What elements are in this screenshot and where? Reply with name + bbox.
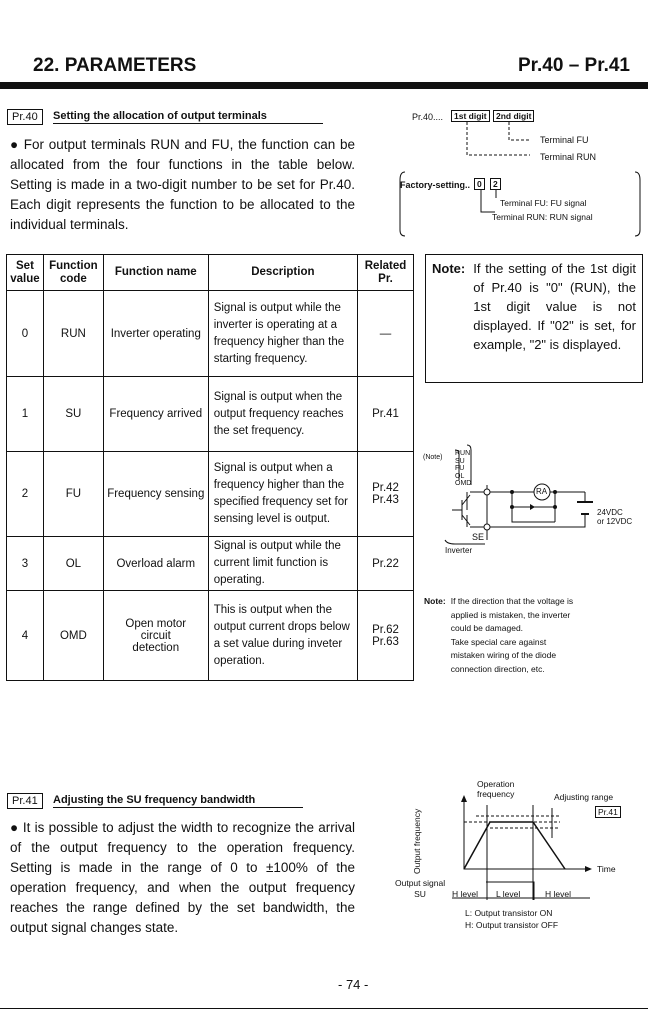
digit-1st: 1st digit	[451, 110, 490, 122]
cell: Open motor circuit detection	[103, 591, 208, 681]
adjusting-range: Adjusting range	[554, 792, 614, 802]
factory-setting: Factory-setting..	[400, 180, 471, 190]
factory-digit-1: 0	[474, 178, 485, 190]
pr41-heading: Adjusting the SU frequency bandwidth	[53, 794, 303, 808]
factory-digit-2: 2	[490, 178, 501, 190]
page-number: - 74 -	[338, 977, 369, 992]
fu-signal: Terminal FU: FU signal	[500, 198, 587, 208]
table-row	[7, 377, 414, 452]
function-table	[6, 254, 414, 681]
signal-run: RUN	[455, 450, 471, 457]
pr40-heading: Setting the allocation of output terminals	[53, 110, 323, 124]
cell: Signal is output when a frequency higher than the specified frequency set for sensing level is output.	[208, 452, 357, 537]
h-level-2: H level	[545, 889, 571, 899]
table-row	[7, 452, 414, 537]
table-row	[7, 537, 414, 591]
supply-12v: or 12VDC	[597, 517, 633, 526]
cell: 1	[7, 377, 44, 452]
inverter-label: Inverter	[445, 546, 473, 555]
l-level: L level	[496, 889, 521, 899]
digit-2nd: 2nd digit	[493, 110, 534, 122]
cell: 3	[7, 537, 44, 591]
cell: FU	[43, 452, 103, 537]
cell: Pr.22	[358, 537, 414, 591]
cell: Frequency sensing	[103, 452, 208, 537]
parameter-range: Pr.40 – Pr.41	[518, 55, 630, 76]
cell: Pr.41	[358, 377, 414, 452]
y-axis-label: Output frequency	[412, 808, 422, 874]
signal-fu: FU	[455, 465, 465, 472]
header-description: Description	[208, 255, 357, 291]
run-signal: Terminal RUN: RUN signal	[492, 212, 593, 222]
pr40-label: Pr.40	[7, 109, 43, 125]
su-label: SU	[414, 889, 426, 899]
header-function-code: Function code	[43, 255, 103, 291]
cell: OL	[43, 537, 103, 591]
pr41-body: ● It is possible to adjust the width to recognize the arrival of the output frequency to the operation frequency. Setting is made in the range of 0 to ±100% of the operation frequency, and when the output frequency reaches the range defined by the set bandwidth, the output signal changes state.	[10, 820, 355, 935]
cell: Frequency arrived	[103, 377, 208, 452]
cell: 2	[7, 452, 44, 537]
note2-label: Note:	[424, 596, 446, 606]
cell: Signal is output while the current limit function is operating.	[208, 537, 357, 591]
cell: —	[358, 291, 414, 377]
header-related-pr: Related Pr.	[358, 255, 414, 291]
note-label: Note:	[432, 261, 466, 276]
output-signal-label: Output signal	[395, 878, 446, 888]
terminal-se: SE	[472, 532, 485, 542]
note-text: If the setting of the 1st digit of Pr.40 is "0" (RUN), the 1st digit value is not displayed. If "02" is set, for example, "2" is displayed.	[473, 261, 636, 352]
circuit-lines	[415, 440, 645, 560]
cell: Pr.62 Pr.63	[358, 591, 414, 681]
note2-line: mistaken wiring of the diode	[450, 650, 557, 660]
signal-su: SU	[455, 457, 465, 465]
cell: Signal is output when the output frequency reaches the set frequency.	[208, 377, 357, 452]
cell: Overload alarm	[103, 537, 208, 591]
cell: OMD	[43, 591, 103, 681]
diagram-pr: Pr.40....	[412, 112, 444, 122]
cell: SU	[43, 377, 103, 452]
signal-omd: OMD	[455, 480, 472, 487]
table-row	[7, 591, 414, 681]
footer-rule	[0, 1008, 648, 1009]
pr40-body: ● For output terminals RUN and FU, the function can be allocated from the four functions in the table below. Setting is made in a two-digit number to be set for Pr.40. Each digit represents the function to be allocated to the individual terminals.	[10, 137, 355, 232]
cell: 0	[7, 291, 44, 377]
op-label-2: frequency	[477, 789, 515, 799]
supply-24v: 24VDC	[597, 508, 623, 517]
note2-line: Take special care against	[450, 636, 547, 647]
cell: Signal is output while the inverter is operating at a frequency higher than the starting frequency.	[208, 291, 357, 377]
header-function-name: Function name	[103, 255, 208, 291]
chart-pr41: Pr.41	[595, 806, 621, 818]
section-title: 22. PARAMETERS	[33, 55, 197, 76]
time-label: Time	[597, 864, 616, 874]
note2-line: connection direction, etc.	[450, 663, 545, 674]
table-row	[7, 291, 414, 377]
cell: Inverter operating	[103, 291, 208, 377]
header-set-value: Set value	[7, 255, 44, 291]
cell: 4	[7, 591, 44, 681]
signal-ol: OL	[455, 472, 465, 480]
relay-ra: RA	[536, 487, 548, 496]
note2-line: If the direction that the voltage is	[450, 596, 574, 606]
note-box	[425, 254, 643, 383]
legend-h: H: Output transistor OFF	[465, 920, 559, 930]
note2-line: applied is mistaken, the inverter	[450, 609, 571, 620]
cell: This is output when the output current drops below a set value during inveter operation.	[208, 591, 357, 681]
cell: Pr.42 Pr.43	[358, 452, 414, 537]
pr41-label: Pr.41	[7, 793, 43, 809]
cell: RUN	[43, 291, 103, 377]
legend-l: L: Output transistor ON	[465, 908, 553, 918]
wiring-note: (Note)	[423, 454, 443, 461]
note2	[424, 595, 573, 676]
terminal-fu: Terminal FU	[540, 135, 589, 145]
note2-line: could be damaged.	[450, 623, 524, 633]
h-level-1: H level	[452, 889, 478, 899]
terminal-run: Terminal RUN	[540, 152, 597, 162]
header-rule	[0, 82, 648, 89]
op-label-1: Operation	[477, 779, 515, 789]
